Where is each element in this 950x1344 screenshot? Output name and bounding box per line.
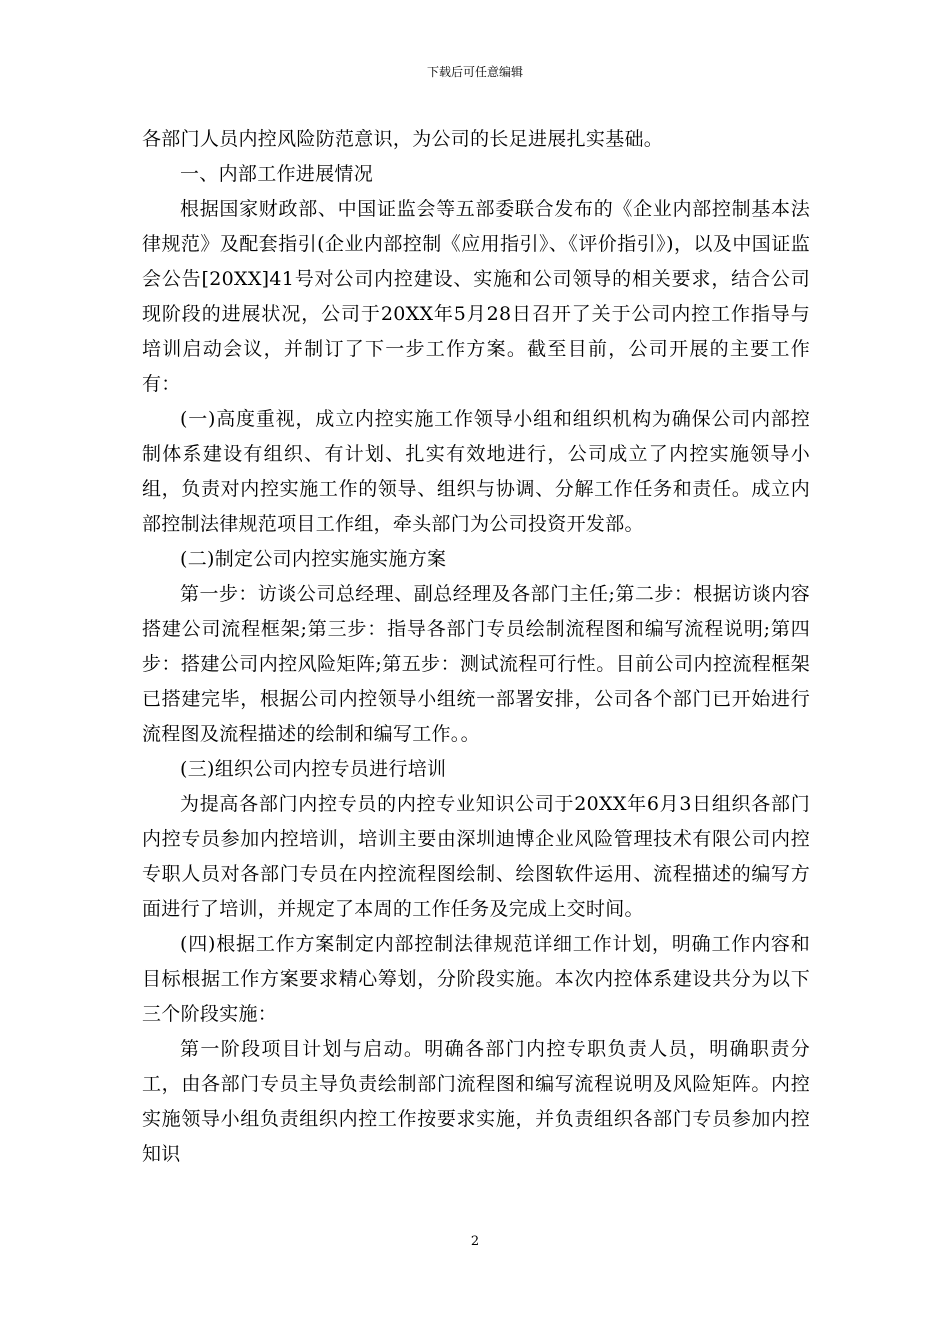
section-heading-1: 一、内部工作进展情况: [180, 163, 374, 185]
page-header: 下载后可任意编辑: [426, 65, 523, 79]
paragraph-item-4: (四)根据工作方案制定内部控制法律规范详细工作计划，明确工作内容和目标根据工作方案要求精心筹划，分阶段实施。本次内控体系建设共分为以下三个阶段实施：: [142, 933, 810, 1025]
page-number: 2: [470, 1234, 480, 1249]
paragraph-training: 为提高各部门内控专员的内控专业知识公司于20XX年6月3日组织各部门内控专员参加内控培训，培训主要由深圳迪博企业风险管理技术有限公司内控专职人员对各部门专员在内控流程图绘制、绘图软件运用、流程描述的编写方面进行了培训，并规定了本周的工作任务及完成上交时间。: [142, 793, 810, 920]
document-body: [142, 122, 810, 1172]
subheading-item-3: (三)组织公司内控专员进行培训: [180, 758, 447, 780]
subheading-item-2: (二)制定公司内控实施实施方案: [180, 548, 447, 570]
paragraph-item-1: (一)高度重视，成立内控实施工作领导小组和组织机构为确保公司内部控制体系建设有组织、有计划、扎实有效地进行，公司成立了内控实施领导小组，负责对内控实施工作的领导、组织与协调、分解工作任务和责任。成立内部控制法律规范项目工作组，牵头部门为公司投资开发部。: [142, 408, 810, 535]
paragraph-steps: 第一步：访谈公司总经理、副总经理及各部门主任;第二步：根据访谈内容搭建公司流程框架;第三步：指导各部门专员绘制流程图和编写流程说明;第四步：搭建公司内控风险矩阵;第五步：测试流程可行性。目前公司内控流程框架已搭建完毕，根据公司内控领导小组统一部署安排，公司各个部门已开始进行流程图及流程描述的绘制和编写工作。。: [142, 583, 810, 745]
paragraph-continuation: 各部门人员内控风险防范意识，为公司的长足进展扎实基础。: [142, 128, 664, 150]
paragraph-background: 根据国家财政部、中国证监会等五部委联合发布的《企业内部控制基本法律规范》及配套指引(企业内部控制《应用指引》、《评价指引》)，以及中国证监会公告[20XX]41号对公司内控建设、实施和公司领导的相关要求，结合公司现阶段的进展状况，公司于20XX年5月28日召开了关于公司内控工作指导与培训启动会议，并制订了下一步工作方案。截至目前，公司开展的主要工作有：: [142, 198, 810, 395]
paragraph-phase-1: 第一阶段项目计划与启动。明确各部门内控专职负责人员，明确职责分工，由各部门专员主导负责绘制部门流程图和编写流程说明及风险矩阵。内控实施领导小组负责组织内控工作按要求实施，并负责组织各部门专员参加内控知识: [142, 1038, 810, 1165]
